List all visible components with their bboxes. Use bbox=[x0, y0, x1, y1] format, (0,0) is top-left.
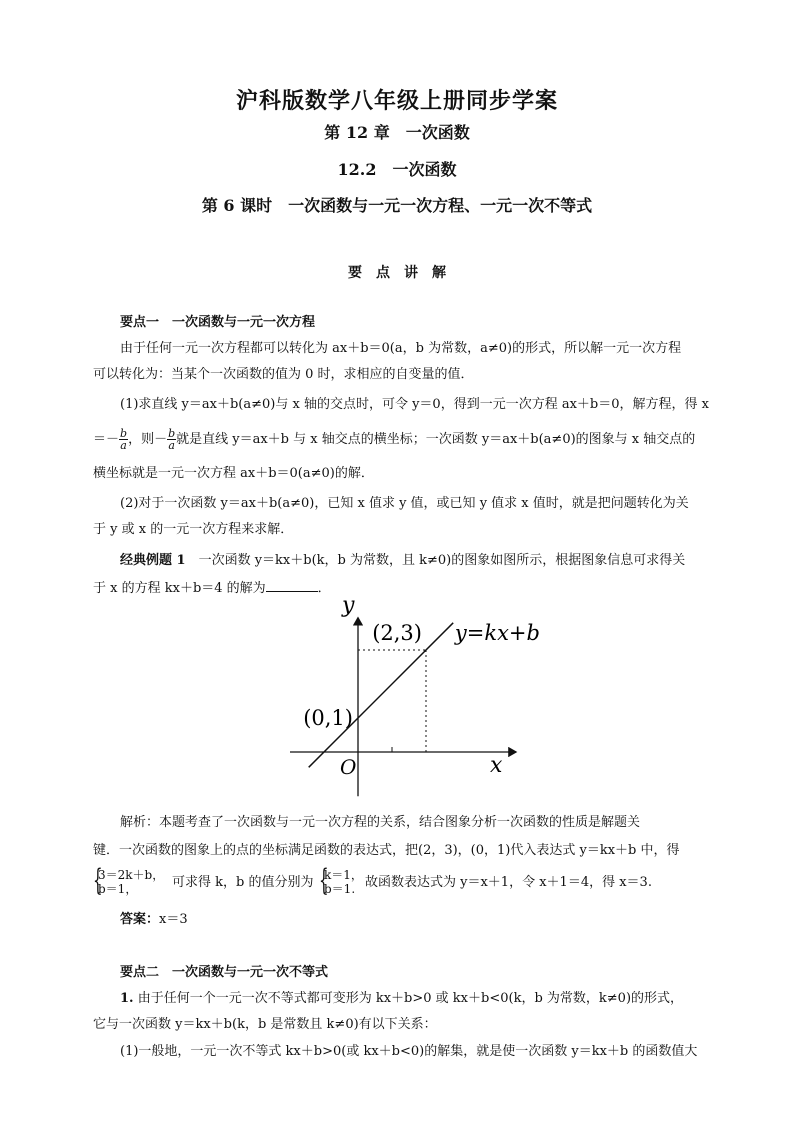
example-text: ． bbox=[317, 581, 331, 596]
analysis-line: 解析：本题考查了一次函数与一元一次方程的关系，结合图象分析一次函数的性质是解题关 bbox=[120, 815, 641, 830]
text-fragment: ，则－ bbox=[128, 432, 168, 447]
example-text: 于 x 的方程 kx＋b＝4 的解为 bbox=[93, 581, 266, 596]
analysis-line: 键．一次函数的图象上的点的坐标满足函数的表达式，把(2，3)，(0，1)代入表达式 y＝kx＋b 中，得 bbox=[93, 843, 680, 858]
example-line bbox=[93, 579, 331, 597]
text-fragment: 就是直线 y＝ax＋b 与 x 轴交点的横坐标；一次函数 y＝ax＋b(a≠0)的图象与 x 轴交点的 bbox=[176, 432, 696, 447]
key-points-heading: 要 点 讲 解 bbox=[348, 265, 446, 281]
left-brace-glyph: { bbox=[93, 863, 103, 898]
point1-item1-line: 横坐标就是一元一次方程 ax＋b＝0(a≠0)的解． bbox=[93, 466, 374, 481]
point1-paragraph-line: 可以转化为：当某个一次函数的值为 0 时，求相应的自变量的值． bbox=[93, 367, 474, 382]
y-axis-label: y bbox=[342, 596, 355, 618]
fraction-denominator: a bbox=[120, 439, 127, 452]
line-equation-label: y=kx+b bbox=[454, 621, 540, 645]
point2-paragraph-line bbox=[120, 991, 683, 1007]
function-graph bbox=[284, 596, 544, 806]
chapter-title: 第 12 章 一次函数 bbox=[324, 123, 470, 142]
page-title: 沪科版数学八年级上册同步学案 bbox=[235, 88, 558, 114]
analysis-text: 故函数表达式为 y＝x＋1，令 x＋1＝4，得 x＝3. bbox=[365, 875, 652, 890]
x-axis-label: x bbox=[490, 753, 503, 778]
fraction-denominator: a bbox=[168, 439, 175, 452]
fraction-b-over-a bbox=[119, 428, 128, 451]
point-label: (0,1) bbox=[303, 706, 353, 730]
fraction-numerator: b bbox=[168, 427, 176, 440]
lesson-title: 第 6 课时 一次函数与一元一次方程、一元一次不等式 bbox=[201, 196, 593, 215]
section-title: 12.2 一次函数 bbox=[337, 160, 457, 179]
fraction-numerator: b bbox=[120, 427, 128, 440]
fraction-b-over-a bbox=[167, 428, 176, 451]
analysis-text: 可求得 k，b 的值分别为 bbox=[172, 875, 314, 890]
point2-paragraph-line: (1)一般地，一元一次不等式 kx＋b>0(或 kx＋b<0)的解集，就是使一次函数 y＝kx＋b 的函数值大 bbox=[120, 1044, 698, 1059]
example-line bbox=[120, 553, 685, 569]
left-brace-glyph: { bbox=[319, 863, 329, 898]
point1-item1-line: (1)求直线 y＝ax＋b(a≠0)与 x 轴的交点时，可令 y＝0，得到一元一次方程 ax＋b＝0，解方程，得 x bbox=[120, 397, 709, 412]
point1-item2-line: (2)对于一次函数 y＝ax＋b(a≠0)，已知 x 值求 y 值，或已知 y 值求 x 值时，就是把问题转化为关 bbox=[120, 496, 689, 511]
answer-value: x＝3 bbox=[159, 912, 188, 927]
point1-item2-line: 于 y 或 x 的一元一次方程来求解． bbox=[93, 522, 294, 537]
text-fragment: ＝－ bbox=[93, 432, 120, 447]
equation-system-1 bbox=[98, 868, 164, 896]
point1-title: 要点一 一次函数与一元一次方程 bbox=[120, 315, 316, 330]
example-text: 一次函数 y＝kx＋b(k，b 为常数，且 k≠0)的图象如图所示，根据图象信息可求得关 bbox=[185, 553, 686, 568]
item-number: 1. bbox=[120, 991, 134, 1006]
answer-label: 答案： bbox=[120, 912, 160, 927]
point2-paragraph-line: 它与一次函数 y＝kx＋b(k，b 是常数且 k≠0)有以下关系： bbox=[93, 1017, 437, 1032]
point1-paragraph-line: 由于任何一元一次方程都可以转化为 ax＋b＝0(a，b 为常数，a≠0)的形式，所以解一元一次方程 bbox=[120, 341, 682, 356]
point2-title: 要点二 一次函数与一元一次不等式 bbox=[120, 965, 329, 980]
equation: b＝1， bbox=[98, 882, 138, 896]
point1-item1-line bbox=[93, 428, 695, 451]
example-label: 经典例题 1 bbox=[120, 553, 186, 568]
answer-blank bbox=[266, 579, 318, 592]
equation: 3＝2k＋b， bbox=[98, 868, 165, 882]
answer-line bbox=[120, 912, 188, 928]
equation-system-2 bbox=[324, 868, 363, 896]
origin-label: O bbox=[340, 755, 357, 779]
analysis-system-line bbox=[93, 863, 793, 906]
point2-text: 由于任何一个一元一次不等式都可变形为 kx＋b>0 或 kx＋b<0(k，b 为常数，k≠0)的形式， bbox=[133, 991, 684, 1006]
equation: k＝1， bbox=[324, 868, 363, 882]
point-label: (2,3) bbox=[372, 621, 422, 645]
equation: b＝1. bbox=[324, 882, 356, 896]
